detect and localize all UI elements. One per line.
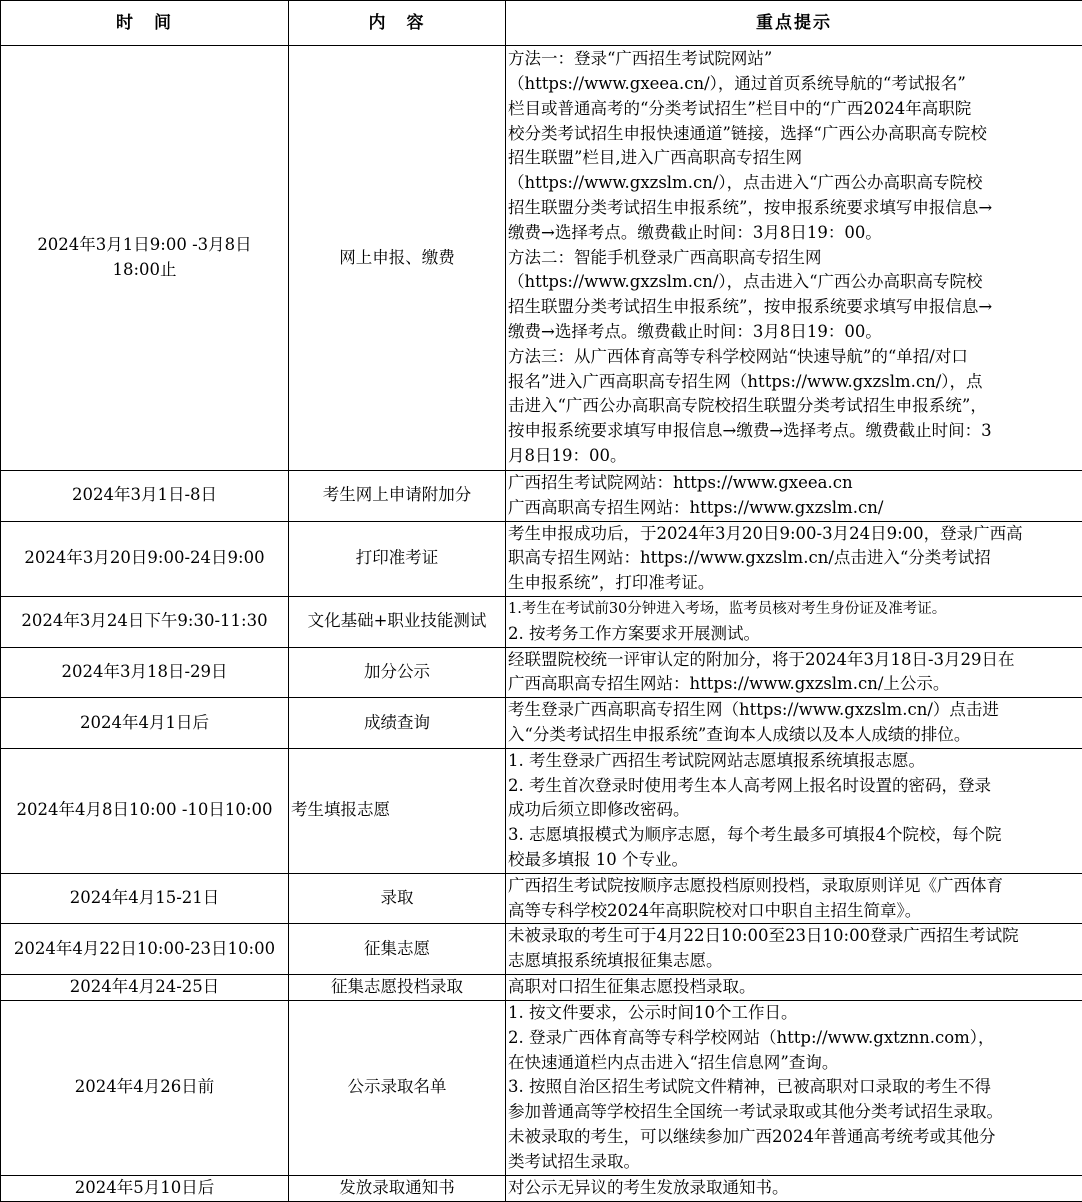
note-line: 招生联盟”栏目,进入广西高职高专招生网 [508,146,1080,171]
note-line: 校分类考试招生申报快速通道”链接，选择“广西公办高职高专院校 [508,122,1080,147]
table-row [1,748,1082,873]
note-line: 校最多填报 10 个专业。 [508,848,1080,873]
note-line: 入“分类考试招生申报系统”查询本人成绩以及本人成绩的排位。 [508,723,1080,748]
time-cell [1,748,289,873]
note-cell [506,471,1082,522]
table-row [1,924,1082,975]
note-line: （https://www.gxzslm.cn/），点击进入“广西公办高职高专院校 [508,270,1080,295]
note-cell [506,873,1082,924]
content-cell: 成绩查询 [289,698,506,749]
note-cell [506,924,1082,975]
time-text: 2024年3月24日下午9:30-11:30 [3,609,286,634]
content-cell: 文化基础+职业技能测试 [289,596,506,647]
table-row [1,698,1082,749]
time-text: 2024年4月1日后 [3,711,286,736]
note-line: 2. 按考务工作方案要求开展测试。 [508,622,1080,647]
content-cell: 发放录取通知书 [289,1175,506,1201]
content-cell: 录取 [289,873,506,924]
note-line: 3. 志愿填报模式为顺序志愿，每个考生最多可填报4个院校，每个院 [508,823,1080,848]
header-content: 内 容 [289,1,506,46]
note-line: 按申报系统要求填写申报信息→缴费→选择考点。缴费截止时间：3 [508,419,1080,444]
note-line: 类考试招生录取。 [508,1150,1080,1175]
header-row [1,1,1082,46]
time-cell [1,974,289,1000]
note-line: 成功后须立即修改密码。 [508,798,1080,823]
note-cell [506,748,1082,873]
note-line: 考生登录广西高职高专招生网（https://www.gxzslm.cn/）点击进 [508,698,1080,723]
content-cell: 加分公示 [289,647,506,698]
note-cell [506,596,1082,647]
table-row [1,46,1082,471]
note-line: 1. 考生登录广西招生考试院网站志愿填报系统填报志愿。 [508,749,1080,774]
time-cell [1,698,289,749]
content-cell: 征集志愿 [289,924,506,975]
table-row [1,521,1082,596]
note-line: 方法一：登录“广西招生考试院网站” [508,47,1080,72]
note-line: 考生申报成功后，于2024年3月20日9:00-3月24日9:00，登录广西高 [508,522,1080,547]
note-line: 广西招生考试院按顺序志愿投档原则投档，录取原则详见《广西体育 [508,874,1080,899]
table-row [1,471,1082,522]
time-cell [1,471,289,522]
time-text: 18:00止 [3,258,286,283]
note-line: 2. 考生首次登录时使用考生本人高考网上报名时设置的密码，登录 [508,774,1080,799]
note-line: 栏目或普通高考的“分类考试招生”栏目中的“广西2024年高职院 [508,97,1080,122]
note-line: 广西招生考试院网站：https://www.gxeea.cn [508,471,1080,496]
note-line: （https://www.gxzslm.cn/），点击进入“广西公办高职高专院校 [508,171,1080,196]
header-time: 时 间 [1,1,289,46]
time-text: 2024年3月18日-29日 [3,660,286,685]
note-line: 生申报系统”，打印准考证。 [508,571,1080,596]
note-line: 未被录取的考生可于4月22日10:00至23日10:00登录广西招生考试院 [508,924,1080,949]
note-line: 广西高职高专招生网站：https://www.gxzslm.cn/上公示。 [508,672,1080,697]
table-row [1,1000,1082,1175]
time-text: 2024年3月20日9:00-24日9:00 [3,546,286,571]
time-text: 2024年4月24-25日 [3,975,286,1000]
table-row [1,647,1082,698]
content-cell: 征集志愿投档录取 [289,974,506,1000]
table-row [1,596,1082,647]
content-cell: 考生填报志愿 [289,748,506,873]
note-line: 招生联盟分类考试招生申报系统”，按申报系统要求填写申报信息→ [508,196,1080,221]
time-text: 2024年5月10日后 [3,1176,286,1201]
note-line: 经联盟院校统一评审认定的附加分，将于2024年3月18日-3月29日在 [508,648,1080,673]
content-cell: 打印准考证 [289,521,506,596]
time-cell [1,924,289,975]
header-note: 重点提示 [506,1,1082,46]
note-line: 2. 登录广西体育高等专科学校网站（http://www.gxtznn.com）， [508,1026,1080,1051]
content-cell: 公示录取名单 [289,1000,506,1175]
time-text: 2024年4月22日10:00-23日10:00 [3,937,286,962]
time-text: 2024年3月1日-8日 [3,483,286,508]
note-line: 方法二：智能手机登录广西高职高专招生网 [508,246,1080,271]
note-line: 志愿填报系统填报征集志愿。 [508,949,1080,974]
note-line: （https://www.gxeea.cn/），通过首页系统导航的“考试报名” [508,72,1080,97]
note-line: 缴费→选择考点。缴费截止时间：3月8日19：00。 [508,320,1080,345]
note-line: 招生联盟分类考试招生申报系统”，按申报系统要求填写申报信息→ [508,295,1080,320]
table-row [1,974,1082,1000]
time-text: 2024年4月8日10:00 -10日10:00 [3,798,286,823]
time-cell [1,647,289,698]
note-line: 击进入“广西公办高职高专院校招生联盟分类考试招生申报系统”， [508,394,1080,419]
note-cell [506,46,1082,471]
note-line: 高职对口招生征集志愿投档录取。 [508,975,1080,1000]
note-line: 在快速通道栏内点击进入“招生信息网”查询。 [508,1051,1080,1076]
note-line: 报名”进入广西高职高专招生网（https://www.gxzslm.cn/），点 [508,370,1080,395]
note-cell [506,698,1082,749]
note-line: 职高专招生网站：https://www.gxzslm.cn/点击进入“分类考试招 [508,546,1080,571]
time-text: 2024年4月15-21日 [3,886,286,911]
note-line: 1. 按文件要求，公示时间10个工作日。 [508,1001,1080,1026]
note-cell [506,521,1082,596]
note-line: 参加普通高等学校招生全国统一考试录取或其他分类考试招生录取。 [508,1100,1080,1125]
note-line: 3. 按照自治区招生考试院文件精神，已被高职对口录取的考生不得 [508,1075,1080,1100]
note-line: 方法三：从广西体育高等专科学校网站“快速导航”的“单招/对口 [508,345,1080,370]
note-line: 广西高职高专招生网站：https://www.gxzslm.cn/ [508,496,1080,521]
note-line: 高等专科学校2024年高职院校对口中职自主招生简章》。 [508,899,1080,924]
note-line: 未被录取的考生，可以继续参加广西2024年普通高考统考或其他分 [508,1125,1080,1150]
time-cell [1,873,289,924]
time-cell [1,596,289,647]
note-cell [506,647,1082,698]
note-line: 对公示无异议的考生发放录取通知书。 [508,1176,1080,1201]
note-cell [506,1000,1082,1175]
content-cell: 网上申报、缴费 [289,46,506,471]
time-text: 2024年3月1日9:00 -3月8日 [3,233,286,258]
time-cell [1,46,289,471]
note-line: 缴费→选择考点。缴费截止时间：3月8日19：00。 [508,221,1080,246]
note-line: 月8日19：00。 [508,444,1080,469]
content-cell: 考生网上申请附加分 [289,471,506,522]
table-row [1,1175,1082,1201]
time-text: 2024年4月26日前 [3,1075,286,1100]
time-cell [1,1000,289,1175]
note-cell [506,974,1082,1000]
time-cell [1,521,289,596]
note-cell [506,1175,1082,1201]
table-row [1,873,1082,924]
time-cell [1,1175,289,1201]
note-line: 1.考生在考试前30分钟进入考场，监考员核对考生身份证及准考证。 [508,597,1080,622]
